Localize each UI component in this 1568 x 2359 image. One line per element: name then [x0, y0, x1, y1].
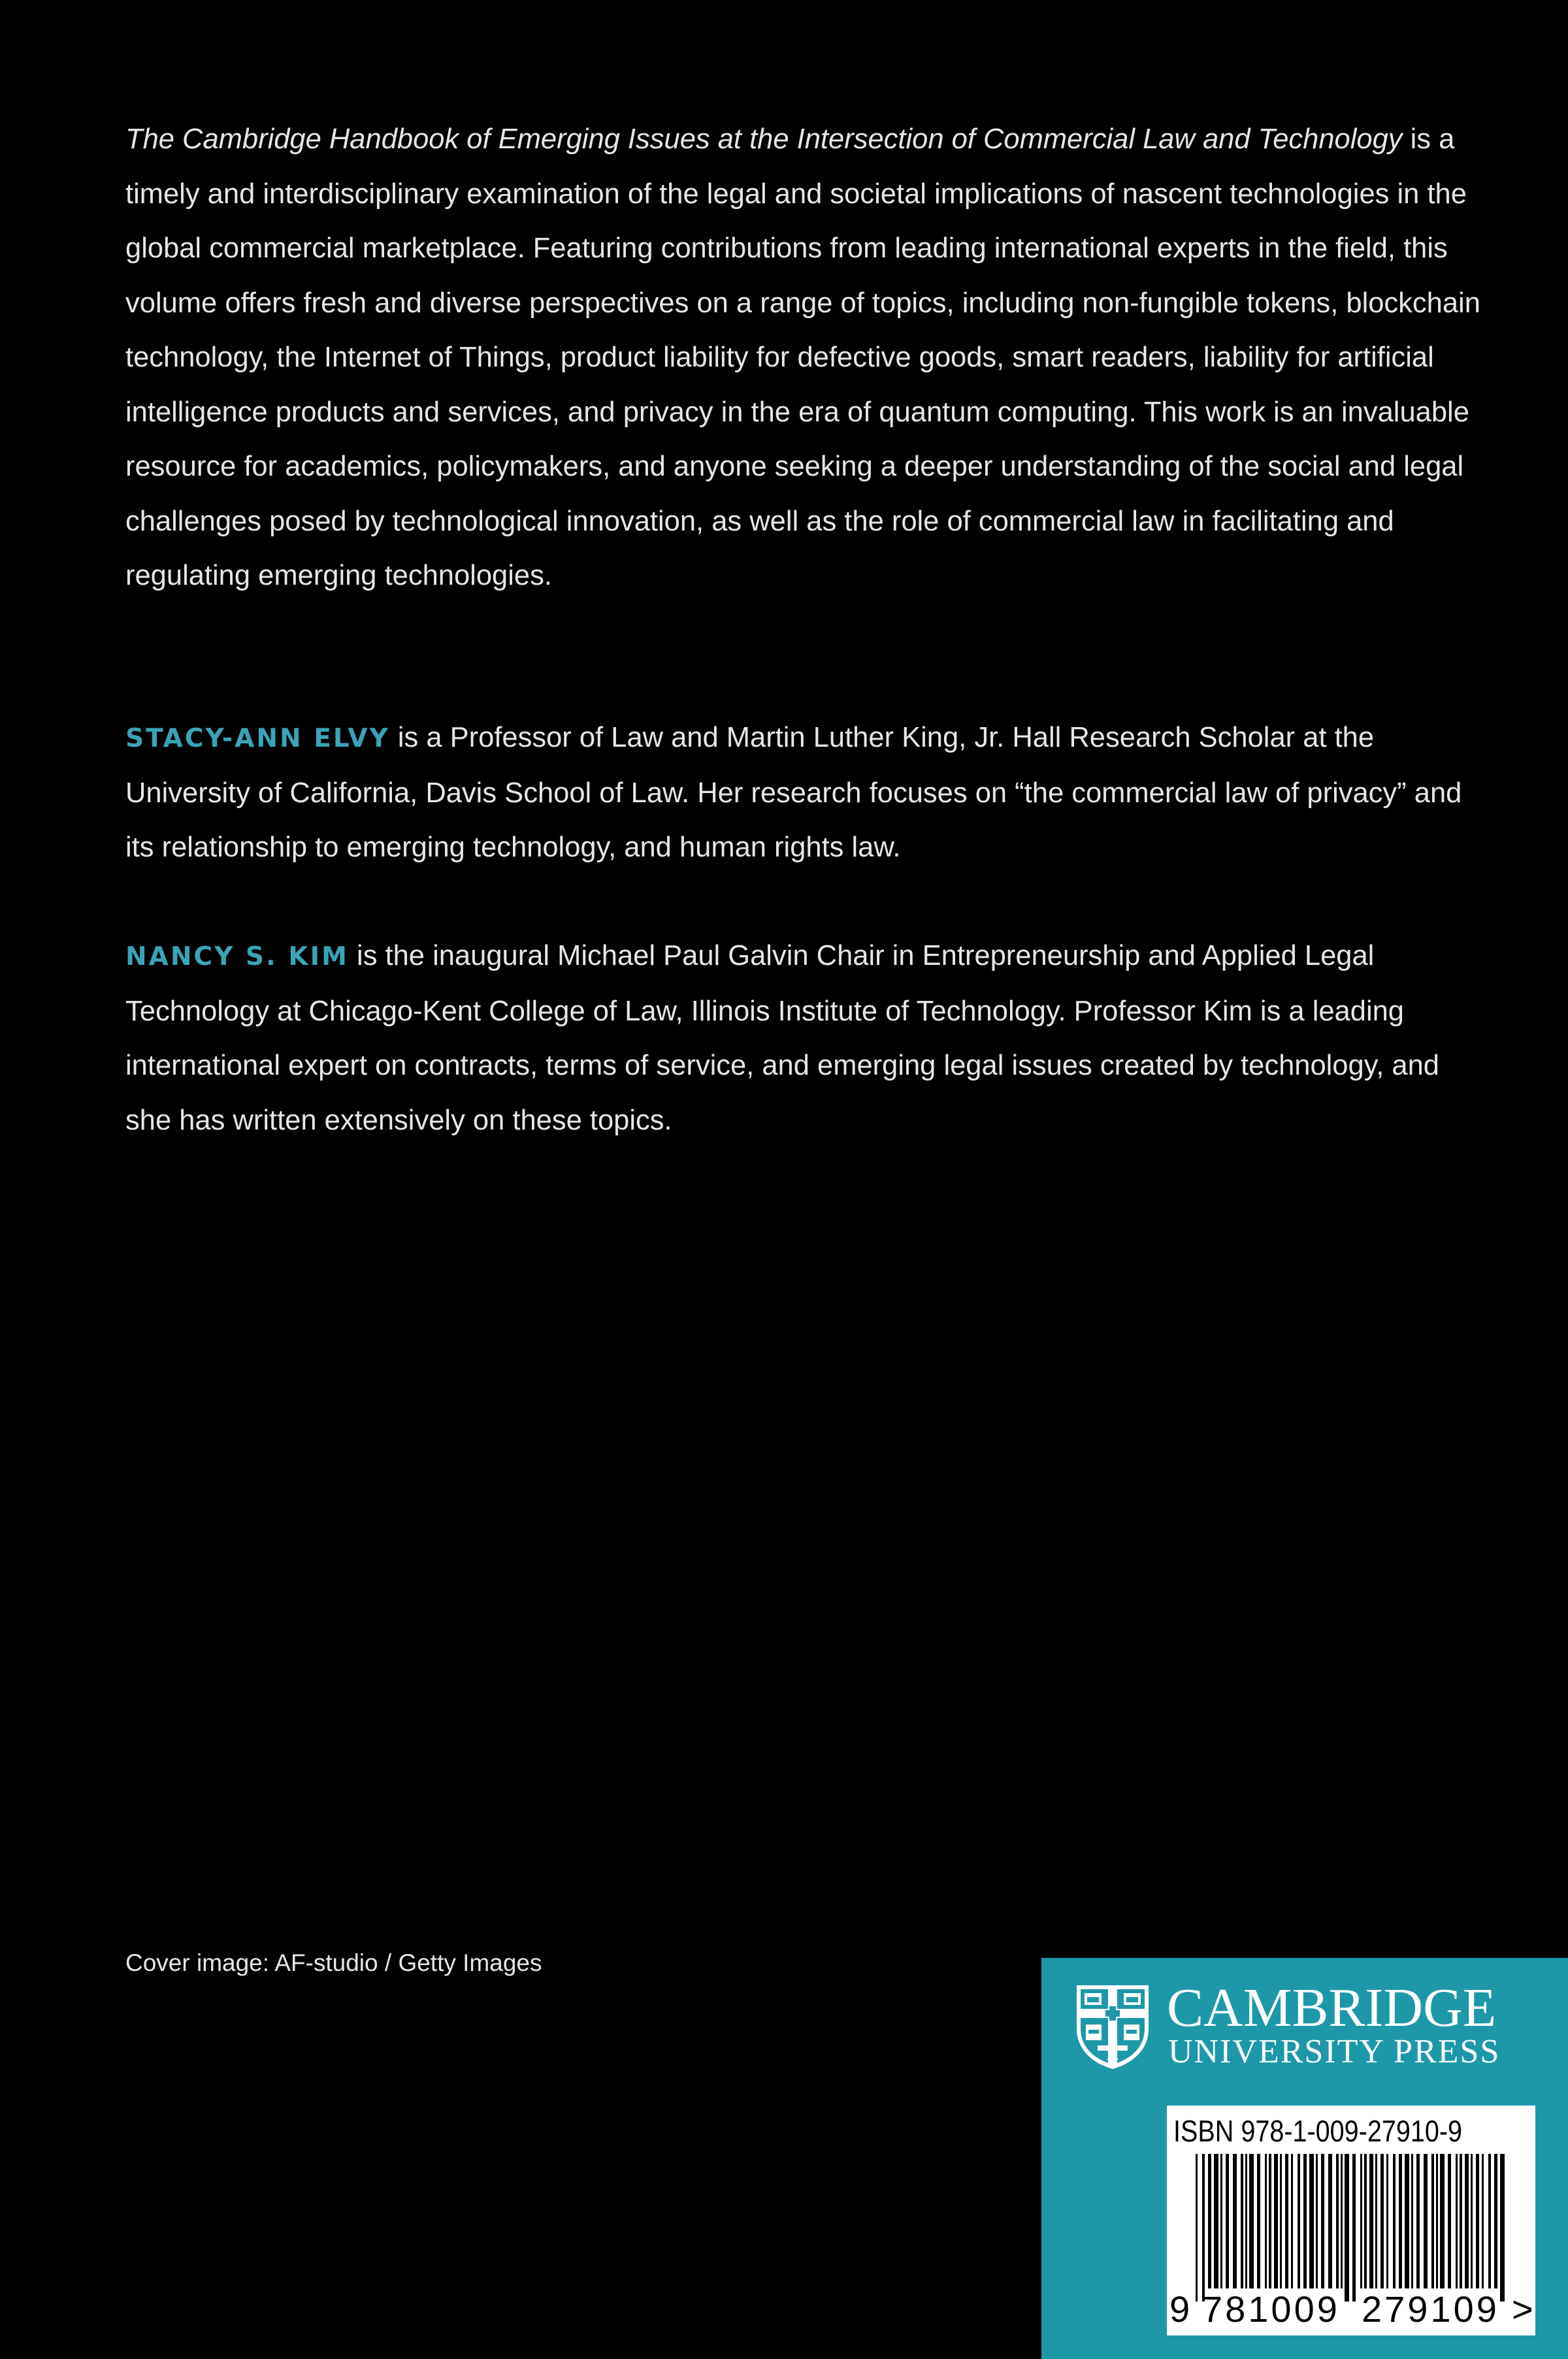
cover-image-credit: Cover image: AF-studio / Getty Images: [125, 1949, 542, 1976]
barcode-bar: [1345, 2154, 1349, 2302]
barcode-bar: [1336, 2154, 1339, 2288]
barcode-bar: [1202, 2154, 1205, 2302]
isbn-digits-right: 279109: [1362, 2288, 1499, 2330]
barcode-bar: [1328, 2154, 1332, 2288]
barcode-bar: [1280, 2154, 1282, 2288]
barcode-bar: [1436, 2154, 1438, 2288]
barcode-bar: [1291, 2154, 1293, 2288]
barcode-bar: [1460, 2154, 1462, 2288]
barcode-bar: [1488, 2154, 1491, 2288]
barcode-bar: [1352, 2154, 1356, 2302]
barcode-bar: [1431, 2154, 1434, 2288]
barcode-bar: [1456, 2154, 1458, 2288]
barcode-bar: [1214, 2154, 1218, 2288]
barcode-bar: [1405, 2154, 1409, 2288]
isbn-digit-first: 9: [1169, 2288, 1190, 2330]
barcode-bar: [1220, 2154, 1222, 2288]
book-title: The Cambridge Handbook of Emerging Issues at the Intersection of Commercial Law and Technology: [125, 123, 1403, 155]
barcode-bar: [1494, 2154, 1497, 2288]
barcode-bar: [1249, 2154, 1254, 2288]
barcode-bar: [1424, 2154, 1428, 2288]
barcode-bar: [1226, 2154, 1229, 2288]
book-blurb: [125, 112, 1484, 604]
barcode-bar: [1321, 2154, 1324, 2288]
barcode-bar: [1369, 2154, 1373, 2288]
publisher-subtitle: UNIVERSITY PRESS: [1168, 2033, 1501, 2070]
barcode-bar: [1476, 2154, 1479, 2288]
barcode-bar: [1285, 2154, 1288, 2288]
barcode-bar: [1448, 2154, 1451, 2288]
barcode-bar: [1500, 2154, 1505, 2302]
isbn-barcode: [1167, 2106, 1535, 2335]
barcode-bar: [1375, 2154, 1377, 2288]
publisher-name: CAMBRIDGE: [1167, 1977, 1497, 2038]
barcode-bar: [1416, 2154, 1420, 2288]
barcode-bar: [1196, 2154, 1198, 2302]
barcode-bar: [1440, 2154, 1445, 2288]
university-crest-icon: [1074, 1983, 1151, 2072]
barcode-bar: [1257, 2154, 1260, 2288]
barcode-bar: [1265, 2154, 1267, 2288]
isbn-digits-left: 781009: [1202, 2288, 1340, 2330]
author-bio-elvy: [125, 711, 1484, 875]
barcode-bar: [1341, 2154, 1343, 2288]
barcode-bar: [1274, 2154, 1278, 2288]
author-bio-text-elvy: is a Professor of Law and Martin Luther King, Jr. Hall Research Scholar at the University of California, Davis School of Law. Her research focuses on “the commercial law of privacy” and its relationship to emerging technology, and human rights law.: [125, 722, 1462, 863]
barcode-bar: [1245, 2154, 1247, 2288]
author-name-elvy: STACY-ANN ELVY: [125, 724, 390, 753]
barcode-bar: [1482, 2154, 1484, 2288]
barcode-bar: [1360, 2154, 1362, 2288]
isbn-label: ISBN 978-1-009-27910-9: [1173, 2114, 1463, 2148]
barcode-bar: [1465, 2154, 1469, 2288]
author-bio-kim: [125, 929, 1484, 1148]
barcode-bar: [1399, 2154, 1402, 2288]
barcode-bar: [1471, 2154, 1473, 2288]
barcode-bar: [1269, 2154, 1271, 2288]
barcode-bar: [1364, 2154, 1367, 2288]
barcode-bar: [1380, 2154, 1384, 2288]
barcode-bar: [1303, 2154, 1307, 2288]
barcode-bar: [1393, 2154, 1396, 2288]
publisher-panel: [1041, 1958, 1568, 2359]
barcode-bar: [1411, 2154, 1413, 2288]
barcode-bar: [1386, 2154, 1388, 2288]
author-bio-text-kim: is the inaugural Michael Paul Galvin Chair in Entrepreneurship and Applied Legal Technology at Chicago-Kent College of Law, Illinois Institute of Technology. Professor Kim is a leading international expert on contracts, terms of service, and emerging legal issues created by technology, and she has written extensively on these topics.: [125, 940, 1439, 1136]
isbn-end-marker: >: [1512, 2288, 1533, 2330]
barcode-bar: [1309, 2154, 1314, 2288]
barcode-bar: [1241, 2154, 1243, 2288]
barcode-bar: [1298, 2154, 1300, 2288]
barcode-bar: [1233, 2154, 1237, 2288]
barcode-bar: [1208, 2154, 1211, 2288]
author-name-kim: NANCY S. KIM: [125, 942, 349, 971]
isbn-digits: [1167, 2288, 1535, 2330]
blurb-text: is a timely and interdisciplinary examination of the legal and societal implications of nascent technologies in the global commercial marketplace. Featuring contributions from leading international experts in the field, this volume offers fresh and diverse perspectives on a range of topics, including non-fungible tokens, blockchain technology, the Internet of Things, product liability for defective goods, smart readers, liability for artificial intelligence products and services, and privacy in the era of quantum computing. This work is an invaluable resource for academics, policymakers, and anyone seeking a deeper understanding of the social and legal challenges posed by technological innovation, as well as the role of commercial law in facilitating and regulating emerging technologies.: [125, 123, 1480, 591]
barcode-bar: [1316, 2154, 1318, 2288]
